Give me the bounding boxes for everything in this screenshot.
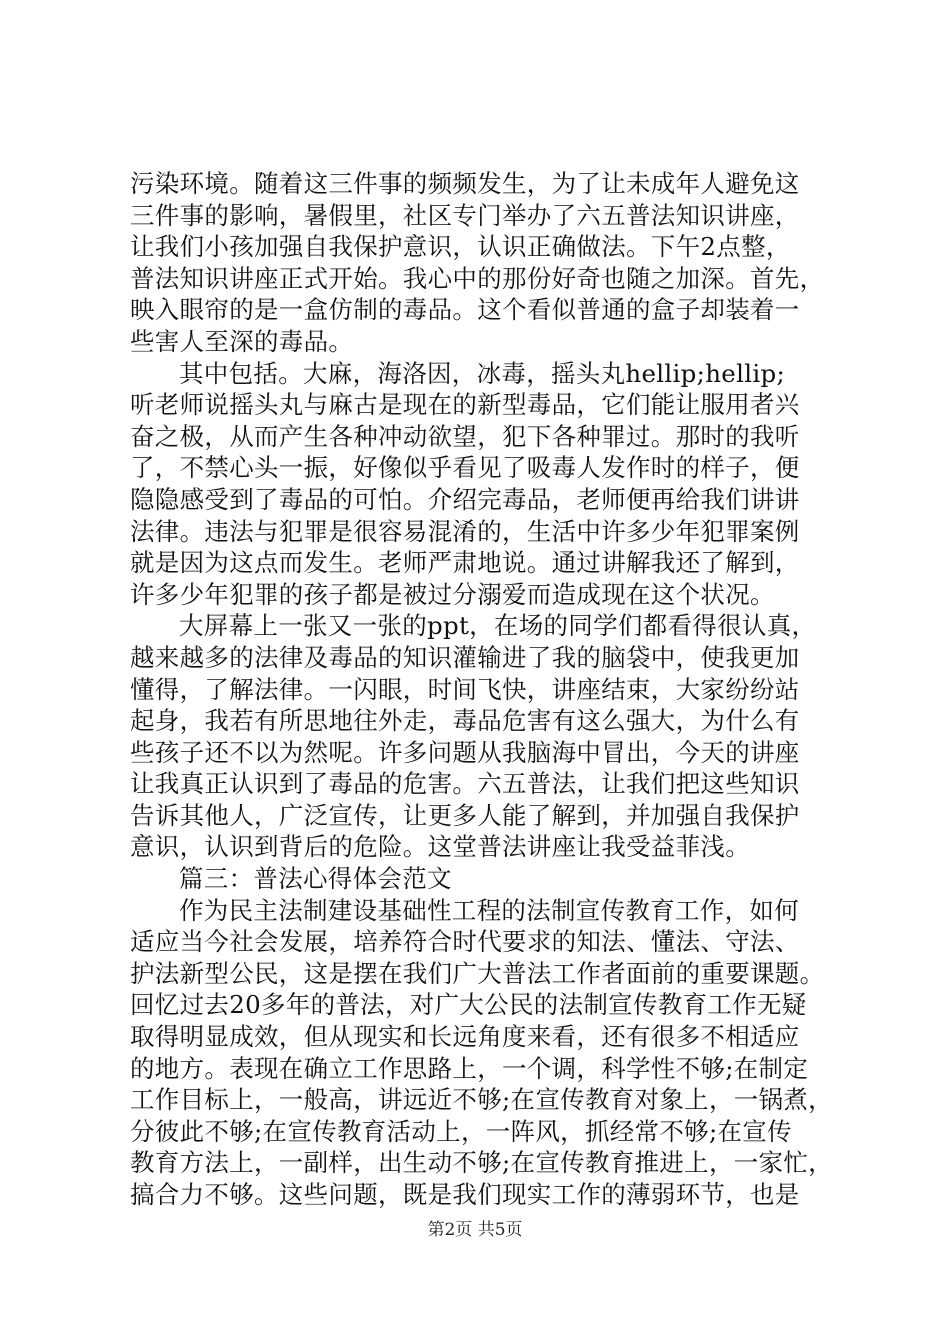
text-line: 三件事的影响，暑假里，社区专门举办了六五普法知识讲座，	[130, 200, 800, 230]
text-line: 起身，我若有所思地往外走，毒品危害有这么强大，为什么有	[130, 706, 800, 736]
text-line: 些害人至深的毒品。	[130, 326, 354, 356]
text-line: 听老师说摇头丸与麻古是现在的新型毒品，它们能让服用者兴	[130, 390, 800, 420]
document-body	[130, 168, 833, 1211]
text-line: 大屏幕上一张又一张的ppt，在场的同学们都看得很认真，	[179, 611, 817, 641]
text-line: 法律。违法与犯罪是很容易混淆的，生活中许多少年犯罪案例	[130, 516, 800, 546]
text-line: 些孩子还不以为然呢。许多问题从我脑海中冒出，今天的讲座	[130, 737, 800, 767]
text-line: 让我们小孩加强自我保护意识，认识正确做法。下午2点整，	[130, 232, 791, 262]
text-line: 越来越多的法律及毒品的知识灌输进了我的脑袋中，使我更加	[130, 642, 800, 672]
text-line: 的地方。表现在确立工作思路上，一个调，科学性不够;在制定	[130, 1053, 809, 1083]
text-line: 分彼此不够;在宣传教育活动上，一阵风，抓经常不够;在宣传	[130, 1116, 792, 1146]
text-line: 作为民主法制建设基础性工程的法制宣传教育工作，如何	[179, 895, 799, 925]
page-footer: 第2页 共5页	[427, 1220, 523, 1240]
text-line: 意识，认识到背后的危险。这堂普法讲座让我受益菲浅。	[130, 832, 750, 862]
text-line: 告诉其他人，广泛宣传，让更多人能了解到，并加强自我保护	[130, 800, 800, 830]
text-line: 污染环境。随着这三件事的频频发生，为了让未成年人避免这	[130, 169, 800, 198]
text-line: 映入眼帘的是一盒仿制的毒品。这个看似普通的盒子却装着一	[130, 295, 800, 325]
text-line: 教育方法上，一副样，出生动不够;在宣传教育推进上，一家忙，	[130, 1148, 833, 1178]
text-line: 许多少年犯罪的孩子都是被过分溺爱而造成现在这个状况。	[130, 579, 775, 609]
text-line: 取得明显成效，但从现实和长远角度来看，还有很多不相适应	[130, 1022, 800, 1052]
text-line: 搞合力不够。这些问题，既是我们现实工作的薄弱环节，也是	[130, 1180, 800, 1209]
text-line: 奋之极，从而产生各种冲动欲望，犯下各种罪过。那时的我听	[130, 421, 800, 451]
text-line: 懂得，了解法律。一闪眼，时间飞快，讲座结束，大家纷纷站	[130, 674, 800, 704]
text-line: 就是因为这点而发生。老师严肃地说。通过讲解我还了解到，	[130, 548, 800, 578]
text-line: 普法知识讲座正式开始。我心中的那份好奇也随之加深。首先，	[130, 263, 825, 293]
text-line: 护法新型公民，这是摆在我们广大普法工作者面前的重要课题。	[130, 958, 825, 988]
text-line: 让我真正认识到了毒品的危害。六五普法，让我们把这些知识	[130, 769, 800, 799]
text-line: 适应当今社会发展，培养符合时代要求的知法、懂法、守法、	[130, 927, 800, 957]
text-line: 了，不禁心头一振，好像似乎看见了吸毒人发作时的样子，便	[130, 453, 800, 483]
text-line: 工作目标上，一般高，讲远近不够;在宣传教育对象上，一锅煮，	[130, 1085, 833, 1115]
text-line: 隐隐感受到了毒品的可怕。介绍完毒品，老师便再给我们讲讲	[130, 484, 800, 514]
text-line: 篇三：普法心得体会范文	[179, 864, 452, 894]
text-line: 回忆过去20多年的普法，对广大公民的法制宣传教育工作无疑	[130, 990, 807, 1020]
text-line: 其中包括。大麻，海洛因，冰毒，摇头丸hellip;hellip;	[179, 358, 786, 388]
